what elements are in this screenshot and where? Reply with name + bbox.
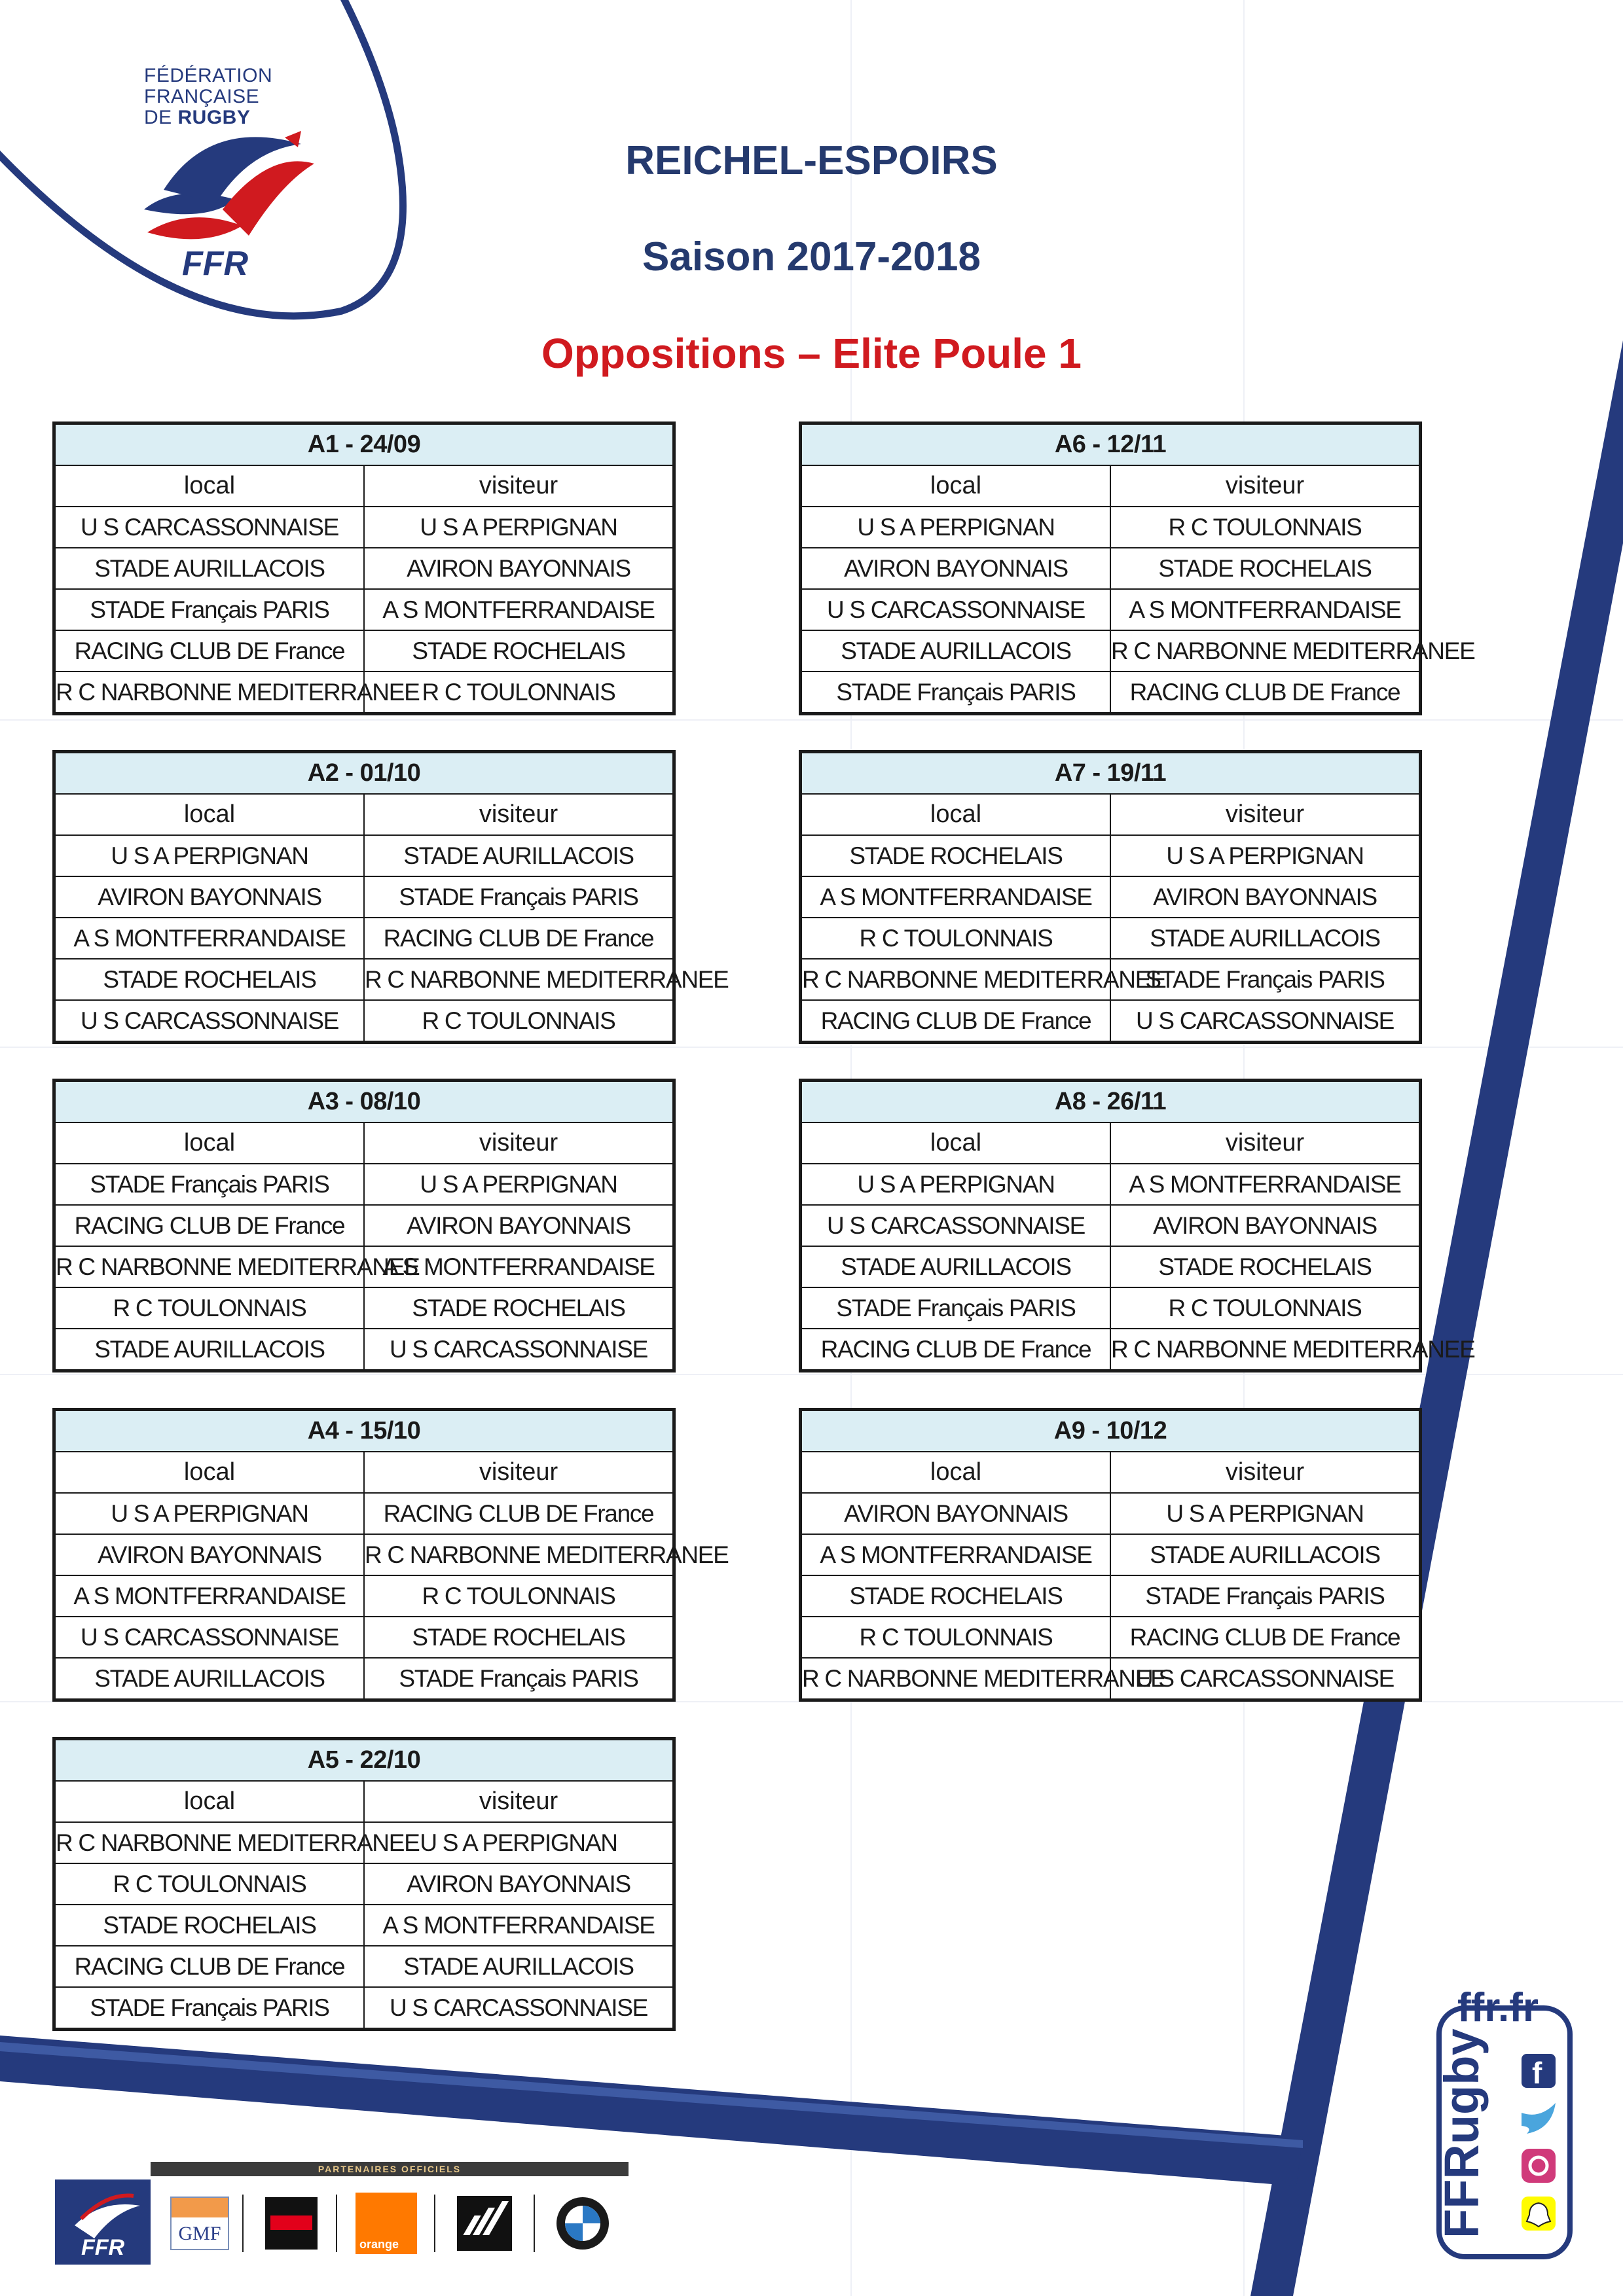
match-row: [55, 507, 673, 548]
match-row: [801, 1287, 1419, 1329]
match-row: [55, 1575, 673, 1617]
pool-subtitle: Oppositions – Elite Poule 1: [541, 330, 1082, 377]
away-team-cell: RACING CLUB DE France: [1110, 672, 1419, 713]
column-header-visiteur: visiteur: [364, 1781, 673, 1822]
match-row: [55, 1946, 673, 1987]
partner-separator: [434, 2195, 435, 2252]
away-team-cell: R C TOULONNAIS: [364, 1575, 673, 1617]
away-team-cell: R C TOULONNAIS: [364, 672, 673, 713]
ffr-logo-word: FFR: [182, 245, 249, 283]
orange-logo: [347, 2191, 426, 2256]
match-row: [55, 1329, 673, 1370]
away-team-cell: STADE AURILLACOIS: [364, 1946, 673, 1987]
round-title: A5 - 22/10: [55, 1740, 673, 1781]
away-team-cell: RACING CLUB DE France: [364, 918, 673, 959]
away-team-cell: STADE ROCHELAIS: [364, 1287, 673, 1329]
round-title: A7 - 19/11: [801, 753, 1419, 794]
away-team-cell: A S MONTFERRANDAISE: [1110, 1164, 1419, 1205]
org-line-1: FÉDÉRATION: [144, 65, 273, 86]
match-row: [55, 876, 673, 918]
round-table: [52, 750, 729, 1044]
home-team-cell: STADE Français PARIS: [55, 1164, 364, 1205]
away-team-cell: R C TOULONNAIS: [1110, 1287, 1419, 1329]
home-team-cell: U S A PERPIGNAN: [801, 507, 1110, 548]
match-row: [801, 918, 1419, 959]
instagram-icon[interactable]: [1522, 2149, 1556, 2183]
match-row: [55, 1534, 673, 1575]
away-team-cell: U S CARCASSONNAISE: [1110, 1000, 1419, 1041]
away-team-cell: AVIRON BAYONNAIS: [1110, 1205, 1419, 1246]
round-table: [52, 1079, 676, 1372]
away-team-cell: U S CARCASSONNAISE: [364, 1987, 673, 2028]
away-team-cell: STADE AURILLACOIS: [1110, 1534, 1419, 1575]
home-team-cell: STADE AURILLACOIS: [55, 1329, 364, 1370]
match-row: [801, 1493, 1419, 1534]
match-row: [801, 548, 1419, 589]
match-row: [801, 1534, 1419, 1575]
home-team-cell: U S A PERPIGNAN: [55, 1493, 364, 1534]
match-row: [55, 1617, 673, 1658]
away-team-cell: STADE ROCHELAIS: [364, 630, 673, 672]
home-team-cell: U S CARCASSONNAISE: [801, 589, 1110, 630]
match-row: [55, 1164, 673, 1205]
org-line-3a: DE: [144, 107, 178, 128]
column-header-local: local: [55, 1122, 364, 1164]
column-header-visiteur: visiteur: [1110, 465, 1419, 507]
match-row: [55, 1205, 673, 1246]
home-team-cell: A S MONTFERRANDAISE: [801, 876, 1110, 918]
round-title: A2 - 01/10: [55, 753, 673, 794]
home-team-cell: A S MONTFERRANDAISE: [55, 918, 364, 959]
home-team-cell: U S CARCASSONNAISE: [55, 1617, 364, 1658]
bank-logo: [255, 2191, 327, 2256]
home-team-cell: RACING CLUB DE France: [55, 630, 364, 672]
away-team-cell: R C NARBONNE MEDITERRANEE: [364, 959, 673, 1000]
away-team-cell: A S MONTFERRANDAISE: [364, 589, 673, 630]
bmw-logo: [543, 2191, 622, 2256]
home-team-cell: U S CARCASSONNAISE: [801, 1205, 1110, 1246]
home-team-cell: A S MONTFERRANDAISE: [55, 1575, 364, 1617]
match-row: [55, 548, 673, 589]
away-team-cell: STADE Français PARIS: [1110, 959, 1419, 1000]
partner-separator: [336, 2195, 337, 2252]
match-row: [55, 589, 673, 630]
away-team-cell: STADE AURILLACOIS: [364, 835, 673, 876]
match-row: [55, 1987, 673, 2028]
gmf-logo: [164, 2191, 236, 2256]
match-row: [801, 1658, 1419, 1699]
match-row: [55, 959, 673, 1000]
org-line-2: FRANÇAISE: [144, 86, 260, 107]
home-team-cell: STADE ROCHELAIS: [801, 1575, 1110, 1617]
away-team-cell: AVIRON BAYONNAIS: [364, 548, 673, 589]
away-team-cell: STADE ROCHELAIS: [364, 1617, 673, 1658]
round-table: [52, 1737, 676, 2031]
home-team-cell: STADE ROCHELAIS: [55, 959, 364, 1000]
gmf-text: GMF: [178, 2223, 221, 2244]
home-team-cell: AVIRON BAYONNAIS: [801, 1493, 1110, 1534]
away-team-cell: A S MONTFERRANDAISE: [364, 1905, 673, 1946]
home-team-cell: STADE AURILLACOIS: [55, 548, 364, 589]
org-line-3b: RUGBY: [177, 107, 251, 128]
home-team-cell: R C TOULONNAIS: [801, 918, 1110, 959]
column-header-local: local: [801, 1452, 1110, 1493]
home-team-cell: R C NARBONNE MEDITERRANEE: [55, 672, 364, 713]
round-table: [52, 422, 676, 715]
round-title: A6 - 12/11: [801, 424, 1419, 465]
page-title: REICHEL-ESPOIRS: [625, 138, 998, 183]
away-team-cell: U S CARCASSONNAISE: [364, 1329, 673, 1370]
svg-text:f: f: [1532, 2056, 1542, 2090]
adidas-logo: [448, 2191, 520, 2256]
match-row: [801, 630, 1419, 672]
column-header-local: local: [55, 465, 364, 507]
match-row: [55, 1287, 673, 1329]
home-team-cell: RACING CLUB DE France: [801, 1000, 1110, 1041]
home-team-cell: AVIRON BAYONNAIS: [55, 1534, 364, 1575]
column-header-visiteur: visiteur: [1110, 1122, 1419, 1164]
column-header-local: local: [55, 1452, 364, 1493]
column-header-visiteur: visiteur: [364, 794, 673, 835]
column-header-visiteur: visiteur: [1110, 1452, 1419, 1493]
match-row: [55, 1000, 673, 1041]
away-team-cell: RACING CLUB DE France: [364, 1493, 673, 1534]
round-title: A1 - 24/09: [55, 424, 673, 465]
away-team-cell: STADE Français PARIS: [364, 1658, 673, 1699]
home-team-cell: AVIRON BAYONNAIS: [55, 876, 364, 918]
round-title: A9 - 10/12: [801, 1410, 1419, 1452]
home-team-cell: R C NARBONNE MEDITERRANEE: [801, 959, 1110, 1000]
round-table: [799, 750, 1422, 1044]
home-team-cell: AVIRON BAYONNAIS: [801, 548, 1110, 589]
partners-label: PARTENAIRES OFFICIELS: [151, 2162, 629, 2176]
round-table: [799, 422, 1475, 715]
column-header-visiteur: visiteur: [364, 1122, 673, 1164]
away-team-cell: U S A PERPIGNAN: [364, 507, 673, 548]
home-team-cell: STADE AURILLACOIS: [801, 1246, 1110, 1287]
home-team-cell: RACING CLUB DE France: [801, 1329, 1110, 1370]
match-row: [801, 1246, 1419, 1287]
home-team-cell: STADE Français PARIS: [55, 589, 364, 630]
home-team-cell: R C NARBONNE MEDITERRANEE: [55, 1822, 364, 1863]
hashtag-label: FFRugby: [1434, 2028, 1489, 2238]
away-team-cell: STADE Français PARIS: [364, 876, 673, 918]
home-team-cell: RACING CLUB DE France: [55, 1946, 364, 1987]
away-team-cell: STADE Français PARIS: [1110, 1575, 1419, 1617]
away-team-cell: U S A PERPIGNAN: [1110, 835, 1419, 876]
match-row: [55, 672, 673, 713]
column-header-local: local: [55, 794, 364, 835]
home-team-cell: STADE ROCHELAIS: [801, 835, 1110, 876]
match-row: [55, 835, 673, 876]
match-row: [801, 1617, 1419, 1658]
home-team-cell: U S CARCASSONNAISE: [55, 1000, 364, 1041]
away-team-cell: R C NARBONNE MEDITERRANEE: [1110, 1329, 1419, 1370]
round-table: [799, 1408, 1422, 1702]
home-team-cell: STADE Français PARIS: [801, 672, 1110, 713]
match-row: [801, 876, 1419, 918]
away-team-cell: R C TOULONNAIS: [1110, 507, 1419, 548]
match-row: [55, 918, 673, 959]
away-team-cell: AVIRON BAYONNAIS: [1110, 876, 1419, 918]
website-label[interactable]: ffr.fr: [1457, 1985, 1539, 2030]
home-team-cell: R C NARBONNE MEDITERRANEE: [801, 1658, 1110, 1699]
home-team-cell: U S CARCASSONNAISE: [55, 507, 364, 548]
away-team-cell: STADE AURILLACOIS: [1110, 918, 1419, 959]
match-row: [801, 835, 1419, 876]
match-row: [801, 1164, 1419, 1205]
partner-separator: [534, 2195, 535, 2252]
home-team-cell: R C TOULONNAIS: [55, 1287, 364, 1329]
away-team-cell: U S CARCASSONNAISE: [1110, 1658, 1419, 1699]
home-team-cell: STADE AURILLACOIS: [55, 1658, 364, 1699]
match-row: [55, 1246, 673, 1287]
away-team-cell: AVIRON BAYONNAIS: [364, 1205, 673, 1246]
away-team-cell: A S MONTFERRANDAISE: [364, 1246, 673, 1287]
match-row: [801, 672, 1419, 713]
partners-block: [151, 2162, 629, 2272]
match-row: [55, 630, 673, 672]
partner-separator: [242, 2195, 244, 2252]
column-header-visiteur: visiteur: [364, 465, 673, 507]
match-row: [55, 1905, 673, 1946]
home-team-cell: R C TOULONNAIS: [801, 1617, 1110, 1658]
home-team-cell: U S A PERPIGNAN: [801, 1164, 1110, 1205]
home-team-cell: STADE Français PARIS: [801, 1287, 1110, 1329]
ffr-footer-text: FFR: [81, 2235, 125, 2260]
round-table: [799, 1079, 1475, 1372]
away-team-cell: R C TOULONNAIS: [364, 1000, 673, 1041]
away-team-cell: U S A PERPIGNAN: [1110, 1493, 1419, 1534]
away-team-cell: U S A PERPIGNAN: [364, 1822, 673, 1863]
away-team-cell: U S A PERPIGNAN: [364, 1164, 673, 1205]
round-table: [52, 1408, 729, 1702]
match-row: [55, 1658, 673, 1699]
home-team-cell: STADE AURILLACOIS: [801, 630, 1110, 672]
orange-text: orange: [359, 2238, 399, 2251]
match-row: [55, 1863, 673, 1905]
match-row: [801, 589, 1419, 630]
ffr-footer-logo-icon: [42, 2166, 160, 2271]
round-title: A3 - 08/10: [55, 1081, 673, 1122]
away-team-cell: RACING CLUB DE France: [1110, 1617, 1419, 1658]
match-row: [801, 1205, 1419, 1246]
away-team-cell: STADE ROCHELAIS: [1110, 548, 1419, 589]
home-team-cell: STADE Français PARIS: [55, 1987, 364, 2028]
home-team-cell: STADE ROCHELAIS: [55, 1905, 364, 1946]
match-row: [55, 1822, 673, 1863]
round-title: A8 - 26/11: [801, 1081, 1419, 1122]
away-team-cell: A S MONTFERRANDAISE: [1110, 589, 1419, 630]
home-team-cell: R C TOULONNAIS: [55, 1863, 364, 1905]
match-row: [801, 1000, 1419, 1041]
home-team-cell: RACING CLUB DE France: [55, 1205, 364, 1246]
match-row: [801, 507, 1419, 548]
away-team-cell: STADE ROCHELAIS: [1110, 1246, 1419, 1287]
match-row: [801, 1329, 1419, 1370]
column-header-local: local: [801, 465, 1110, 507]
home-team-cell: R C NARBONNE MEDITERRANEE: [55, 1246, 364, 1287]
column-header-local: local: [55, 1781, 364, 1822]
home-team-cell: U S A PERPIGNAN: [55, 835, 364, 876]
match-row: [55, 1493, 673, 1534]
column-header-visiteur: visiteur: [364, 1452, 673, 1493]
season-title: Saison 2017-2018: [642, 234, 981, 279]
column-header-local: local: [801, 1122, 1110, 1164]
round-title: A4 - 15/10: [55, 1410, 673, 1452]
home-team-cell: A S MONTFERRANDAISE: [801, 1534, 1110, 1575]
column-header-visiteur: visiteur: [1110, 794, 1419, 835]
away-team-cell: AVIRON BAYONNAIS: [364, 1863, 673, 1905]
match-row: [801, 1575, 1419, 1617]
match-row: [801, 959, 1419, 1000]
column-header-local: local: [801, 794, 1110, 835]
away-team-cell: R C NARBONNE MEDITERRANEE: [364, 1534, 673, 1575]
away-team-cell: R C NARBONNE MEDITERRANEE: [1110, 630, 1419, 672]
